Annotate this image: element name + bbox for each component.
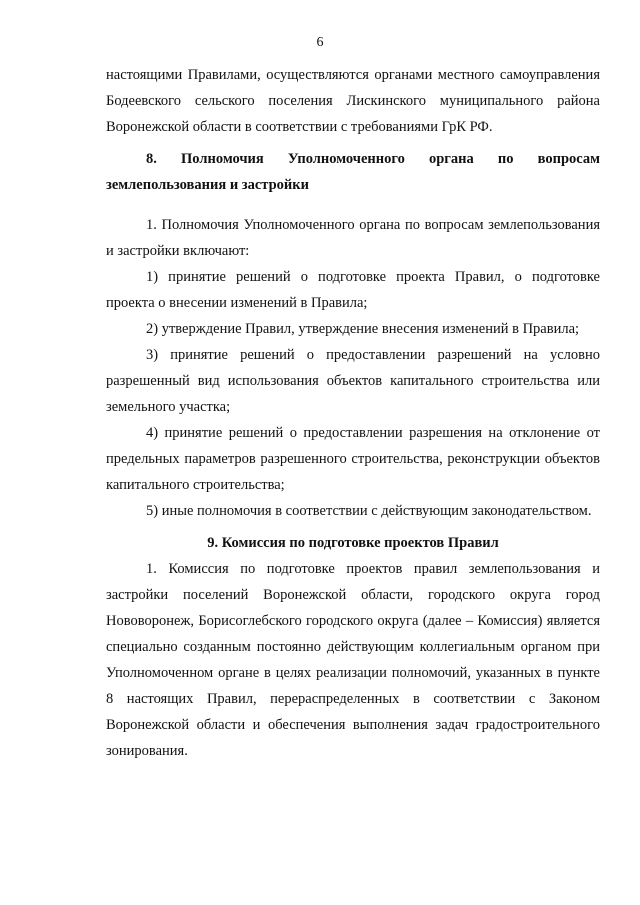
section-8-item-2: 2) утверждение Правил, утверждение внесения изменений в Правила; bbox=[146, 321, 580, 337]
section-9-paragraph-1: 1. Комиссия по подготовке проектов правил землепользования и застройки поселений Воронежской области, городского округа город Нововоронеж, Борисоглебского городского округа (далее – Комиссия) является специально созданным постоянно действующим коллегиальным органом при Уполномоченном органе в целях реализации полномочий, указанных в пункте 8 настоящих Правил, перераспределенных в соответствии с Законом Воронежской области и обеспечения выполнения задач градостроительного зонирования. bbox=[106, 561, 600, 759]
section-8-heading: 8. Полномочия Уполномоченного органа по вопросам землепользования и застройки bbox=[106, 151, 600, 193]
section-9-heading: 9. Комиссия по подготовке проектов Правил bbox=[207, 535, 499, 551]
document-body bbox=[106, 62, 600, 764]
section-8-item-1: 1) принятие решений о подготовке проекта Правил, о подготовке проекта о внесении изменений в Правила; bbox=[106, 269, 600, 311]
spacer bbox=[106, 198, 600, 212]
section-8-item-3: 3) принятие решений о предоставлении разрешений на условно разрешенный вид использования объектов капитального строительства или земельного участка; bbox=[106, 347, 600, 415]
section-8-paragraph-1: 1. Полномочия Уполномоченного органа по вопросам землепользования и застройки включают: bbox=[106, 217, 600, 259]
page-number: 6 bbox=[316, 35, 324, 50]
intro-paragraph: настоящими Правилами, осуществляются органами местного самоуправления Бодеевского сельского поселения Лискинского муниципального района Воронежской области в соответствии с требованиями ГрК РФ. bbox=[106, 67, 600, 135]
section-8-item-4: 4) принятие решений о предоставлении разрешения на отклонение от предельных параметров разрешенного строительства, реконструкции объектов капитального строительства; bbox=[106, 425, 600, 493]
section-8-item-5: 5) иные полномочия в соответствии с действующим законодательством. bbox=[146, 503, 592, 519]
